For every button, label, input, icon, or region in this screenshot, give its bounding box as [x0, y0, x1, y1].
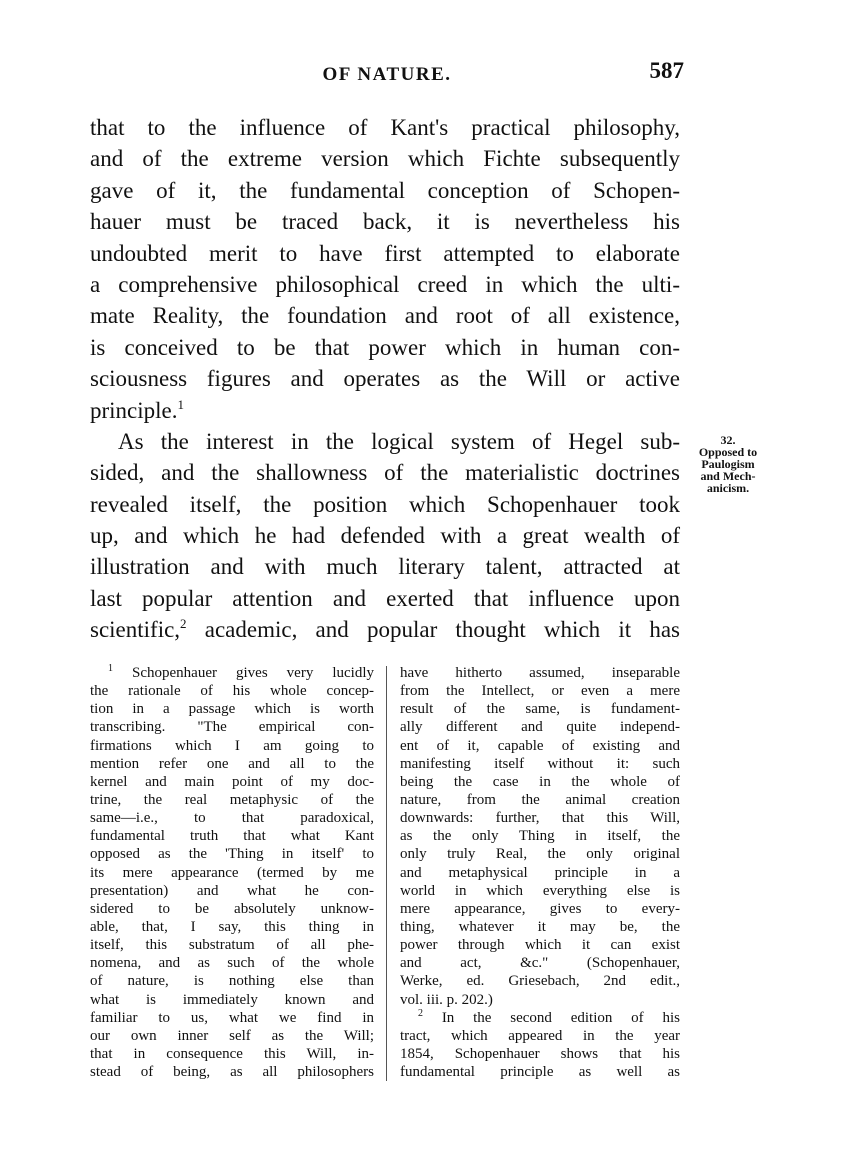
footnote-line: vol. iii. p. 202.)	[400, 991, 493, 1008]
text-line: gave of it, the fundamental conception of Schopen-	[90, 177, 680, 203]
page-number: 587	[649, 58, 684, 83]
text-line: undoubted merit to have first attempted to elaborate	[90, 240, 680, 266]
footnote-line: have hitherto assumed, inseparable	[400, 665, 680, 681]
footnote-ref-2: 2	[180, 616, 187, 632]
footnote-line: as the only Thing in itself, the	[400, 828, 680, 845]
footnote-mark-2: 2	[418, 1007, 423, 1019]
footnote-text: Schopenhauer gives very lucidly	[132, 665, 374, 681]
text-line: and of the extreme version which Fichte subsequently	[90, 146, 680, 172]
footnote-line: that in consequence this Will, in-	[90, 1045, 374, 1062]
footnote-line: manifesting itself without it: such	[400, 755, 680, 772]
footnote-line: ent of it, capable of existing and	[400, 737, 680, 754]
footnote-line: sidered to be absolutely unknow-	[90, 900, 374, 917]
footnote-line: fundamental principle as well as	[400, 1064, 680, 1081]
footnote-line: kernel and main point of my doc-	[90, 773, 374, 790]
footnote-line: from the Intellect, or even a mere	[400, 683, 680, 700]
footnote-line: being the case in the whole of	[400, 773, 680, 790]
margin-note-number: 32.	[720, 433, 736, 447]
footnote-line: only truly Real, the only original	[400, 846, 680, 863]
footnotes-right-column	[400, 664, 680, 1081]
text-line: hauer must be traced back, it is nevertheless his	[90, 209, 680, 235]
footnote-line: trine, the real metaphysic of the	[90, 791, 374, 808]
main-text	[90, 112, 680, 646]
text-line: sciousness figures and operates as the Will or active	[90, 366, 680, 392]
footnote-line: nomena, and as such of the whole	[90, 955, 374, 972]
footnotes-left-column	[90, 664, 374, 1081]
text-line	[90, 395, 680, 426]
footnote-line: Werke, ed. Griesebach, 2nd edit.,	[400, 973, 680, 990]
footnote-text: In the second edition of his	[441, 1009, 680, 1026]
footnote-mark-1: 1	[108, 663, 113, 674]
text-line-content: principle.	[90, 397, 178, 423]
footnote-line: mere appearance, gives to every-	[400, 900, 680, 917]
footnote-line: nature, from the animal creation	[400, 791, 680, 808]
text-line: illustration and with much literary talent, attracted at	[90, 554, 680, 580]
footnote-line: world in which everything else is	[400, 882, 680, 899]
footnote-line: familiar to us, what we find in	[90, 1009, 374, 1026]
footnote-line: ally different and quite independ-	[400, 719, 680, 736]
text-line: revealed itself, the position which Schopenhauer took	[90, 491, 680, 517]
footnote-line: our own inner self as the Will;	[90, 1027, 374, 1044]
footnote-line: tion in a passage which is worth	[90, 701, 374, 718]
footnote-line: fundamental truth that what Kant	[90, 828, 374, 845]
footnote-line	[400, 1009, 680, 1027]
margin-note-line: anicism.	[706, 481, 750, 495]
text-line: is conceived to be that power which in human con-	[90, 334, 680, 360]
footnote-line: and metaphysical principle in a	[400, 864, 680, 881]
margin-note-line: Paulogism	[701, 457, 755, 471]
margin-note	[688, 434, 768, 494]
footnote-line: tract, which appeared in the year	[400, 1027, 680, 1044]
footnote-line: 1854, Schopenhauer shows that his	[400, 1045, 680, 1062]
text-line: a comprehensive philosophical creed in which the ulti-	[90, 271, 680, 297]
footnote-line: presentation) and what he con-	[90, 882, 374, 899]
footnote-line: able, that, I say, this thing in	[90, 918, 374, 935]
footnote-line: thing, whatever it may be, the	[400, 918, 680, 935]
footnote-line: mention refer one and all to the	[90, 755, 374, 772]
text-line: sided, and the shallowness of the materialistic doctrines	[90, 460, 680, 486]
footnote-line: of nature, is nothing else than	[90, 973, 374, 990]
text-line	[90, 614, 680, 645]
text-line: last popular attention and exerted that influence upon	[90, 585, 680, 611]
running-head-title: OF NATURE.	[322, 64, 452, 85]
margin-note-line: and Mech-	[700, 469, 756, 483]
footnote-line: opposed as the 'Thing in itself' to	[90, 846, 374, 863]
footnote-line: stead of being, as all philosophers	[90, 1064, 374, 1081]
footnote-line: result of the same, is fundament-	[400, 701, 680, 718]
footnote-line: the rationale of his whole concep-	[90, 683, 374, 700]
paragraph-start-line: As the interest in the logical system of Hegel sub-	[118, 428, 680, 454]
text-line: mate Reality, the foundation and root of all existence,	[90, 303, 680, 329]
text-line: up, and which he had defended with a great wealth of	[90, 523, 680, 549]
footnote-line: itself, this substratum of all phe-	[90, 937, 374, 954]
footnote-ref-1: 1	[177, 396, 184, 412]
footnote-line: what is immediately known and	[90, 991, 374, 1008]
footnote-line: power through which it can exist	[400, 937, 680, 954]
footnote-line: downwards: further, that this Will,	[400, 810, 680, 827]
column-divider	[386, 666, 387, 1081]
footnote-line: same—i.e., to that paradoxical,	[90, 810, 374, 827]
text-line: that to the influence of Kant's practical philosophy,	[90, 115, 680, 140]
margin-note-line: Opposed to	[698, 445, 758, 459]
footnote-line	[90, 664, 374, 682]
footnote-line: and act, &c." (Schopenhauer,	[400, 955, 680, 972]
text-line-content: scientific,$^2$ academic, and popular thought which it has	[90, 616, 680, 643]
running-head	[90, 58, 684, 90]
footnote-line: transcribing. "The empirical con-	[90, 719, 374, 736]
footnote-line: firmations which I am going to	[90, 737, 374, 754]
footnote-line: its mere appearance (termed by me	[90, 864, 374, 881]
